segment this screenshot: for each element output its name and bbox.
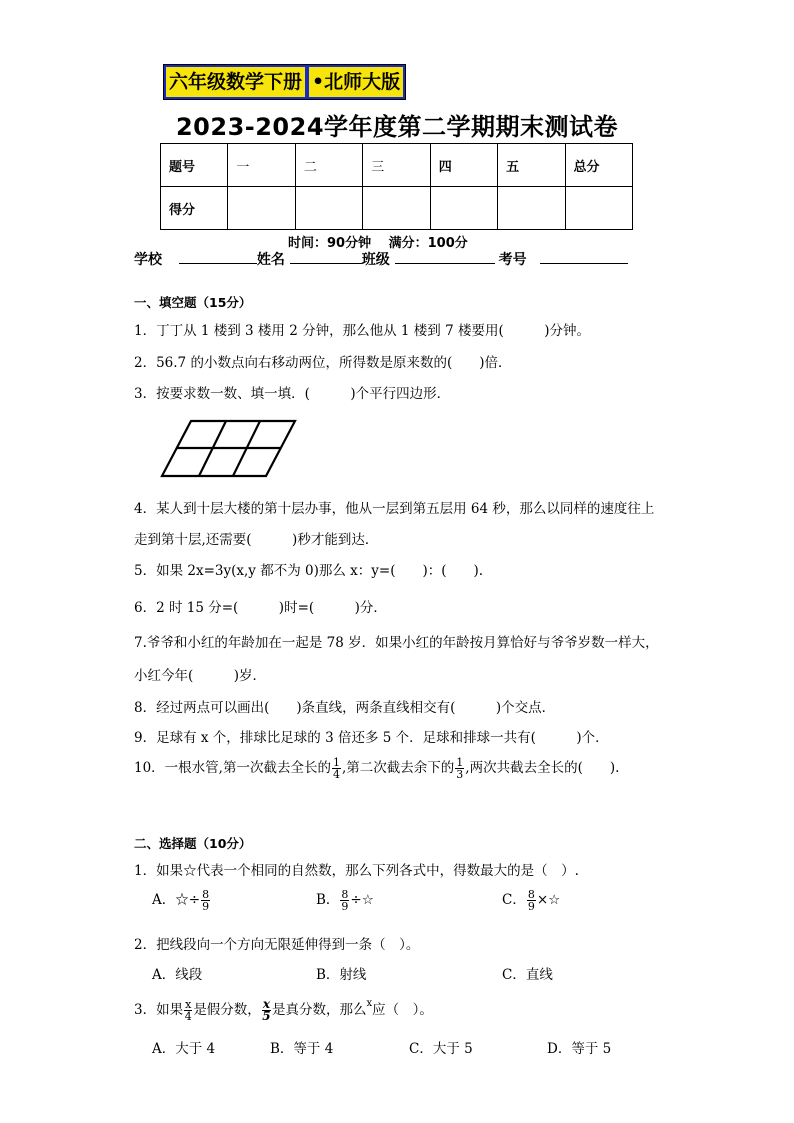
score-header-cell: 总分 — [565, 144, 632, 187]
option-suffix: ÷☆ — [350, 892, 374, 908]
fraction — [455, 757, 464, 780]
choice-1-option-c[interactable] — [502, 888, 560, 912]
denominator: 4 — [184, 1010, 192, 1023]
question-text: 3．如果 — [134, 1002, 184, 1018]
fill-question-4-line1: 4．某人到十层大楼的第十层办事，他从一层到第五层用 64 秒，那么以同样的速度往上 — [134, 501, 655, 517]
question-text: ,第二次截去余下的 — [341, 760, 455, 776]
score-cell[interactable] — [295, 187, 362, 230]
question-text: 是假分数， — [193, 1002, 261, 1018]
choice-3-option-d[interactable]: D．等于 5 — [547, 1041, 612, 1057]
grade-edition-banner — [163, 64, 406, 100]
fill-question-9: 9．足球有 x 个，排球比足球的 3 倍还多 5 个．足球和排球一共有( )个． — [134, 730, 609, 746]
fraction — [262, 999, 271, 1022]
parallelogram-figure — [133, 407, 341, 485]
choice-3-option-a[interactable]: A．大于 4 — [152, 1041, 216, 1057]
score-cell[interactable] — [228, 187, 295, 230]
choice-3-option-c[interactable]: C．大于 5 — [409, 1041, 473, 1057]
score-header-cell: 四 — [430, 144, 497, 187]
score-cell[interactable] — [430, 187, 497, 230]
option-suffix: ×☆ — [536, 892, 561, 908]
choice-2-option-b[interactable]: B．射线 — [316, 967, 367, 983]
numerator: 8 — [341, 888, 349, 901]
score-cell[interactable] — [363, 187, 430, 230]
student-info-line — [134, 249, 628, 269]
class-label: 班级 — [361, 252, 390, 268]
question-text: 是真分数，那么 — [271, 1002, 367, 1018]
grade-label: 六年级数学下册 — [166, 67, 305, 97]
score-header-cell: 二 — [295, 144, 362, 187]
choice-2-option-a[interactable]: A．线段 — [152, 967, 203, 983]
class-field[interactable] — [395, 249, 495, 264]
score-header-cell: 五 — [498, 144, 565, 187]
score-table-score-row — [161, 187, 633, 230]
fill-question-7-line2: 小红今年( )岁． — [134, 668, 267, 684]
denominator: 5 — [262, 1009, 271, 1023]
denominator: 3 — [456, 768, 464, 781]
name-label: 姓名 — [256, 252, 285, 268]
exam-time-score: 时间：90分钟 满分：100分 — [288, 236, 468, 251]
fill-question-4-line2: 走到第十层,还需要( )秒才能到达． — [134, 532, 379, 548]
choice-3-option-b[interactable]: B．等于 4 — [270, 1041, 334, 1057]
choice-1-option-b[interactable] — [316, 888, 374, 912]
choice-2-option-c[interactable]: C．直线 — [502, 967, 553, 983]
option-label: A．☆÷ — [152, 892, 201, 908]
section1-heading: 一、填空题（15分） — [134, 295, 252, 310]
score-table-header-row — [161, 144, 633, 187]
score-cell[interactable] — [498, 187, 565, 230]
number-label: 考号 — [498, 252, 527, 268]
numerator: x — [262, 997, 270, 1011]
choice-question-2: 2．把线段向一个方向无限延伸得到一条（ ）。 — [134, 937, 420, 953]
exam-title: 2023-2024学年度第二学期期末测试卷 — [175, 113, 619, 141]
fill-question-6: 6．2 时 15 分=( )时=( )分． — [134, 600, 387, 616]
numerator: 1 — [456, 756, 464, 769]
fill-question-1: 1．丁丁从 1 楼到 3 楼用 2 分钟，那么他从 1 楼到 7 楼要用( )分钟。 — [134, 323, 590, 339]
score-header-cell: 题号 — [161, 144, 228, 187]
score-cell[interactable] — [565, 187, 632, 230]
fill-question-7-line1: 7.爷爷和小红的年龄加在一起是 78 岁．如果小红的年龄按月算恰好与爷爷岁数一样大， — [134, 635, 659, 651]
denominator: 9 — [202, 900, 210, 913]
choice-question-3 — [134, 998, 433, 1022]
fraction — [184, 999, 192, 1022]
fraction — [527, 889, 536, 912]
fraction — [332, 757, 341, 780]
option-label: C． — [502, 892, 526, 908]
fill-question-3: 3．按要求数一数、填一填．( )个平行四边形． — [134, 386, 451, 402]
fraction — [201, 889, 210, 912]
numerator: x — [185, 998, 192, 1011]
fill-question-8: 8．经过两点可以画出( )条直线，两条直线相交有( )个交点． — [134, 700, 556, 716]
choice-1-option-a[interactable] — [152, 888, 211, 912]
score-table — [160, 143, 633, 230]
question-text: 应（ ）。 — [372, 1002, 433, 1018]
choice-question-1: 1．如果☆代表一个相同的自然数，那么下列各式中，得数最大的是（ ）. — [134, 863, 579, 879]
name-field[interactable] — [290, 249, 362, 264]
question-text: ,两次共截去全长的( ). — [465, 760, 620, 776]
denominator: 9 — [527, 900, 535, 913]
denominator: 9 — [341, 900, 349, 913]
fill-question-2: 2．56.7 的小数点向右移动两位，所得数是原来数的( )倍． — [134, 355, 512, 371]
school-label: 学校 — [134, 252, 162, 268]
numerator: 1 — [332, 756, 340, 769]
fraction — [340, 889, 349, 912]
edition-label: •北师大版 — [309, 67, 403, 97]
score-header-cell: 三 — [363, 144, 430, 187]
variable-x: x — [366, 998, 373, 1009]
numerator: 8 — [202, 888, 210, 901]
school-field[interactable] — [179, 249, 257, 264]
fill-question-10 — [134, 756, 619, 780]
question-text: 10．一根水管,第一次截去全长的 — [134, 760, 331, 776]
score-header-cell: 一 — [228, 144, 295, 187]
section2-heading: 二、选择题（10分） — [134, 836, 252, 851]
denominator: 4 — [332, 768, 340, 781]
fill-question-5: 5．如果 2x=3y(x,y 都不为 0)那么 x：y=( )：( ). — [134, 563, 484, 579]
number-field[interactable] — [540, 249, 628, 264]
score-row-label: 得分 — [161, 187, 228, 230]
option-label: B． — [316, 892, 340, 908]
numerator: 8 — [527, 888, 535, 901]
